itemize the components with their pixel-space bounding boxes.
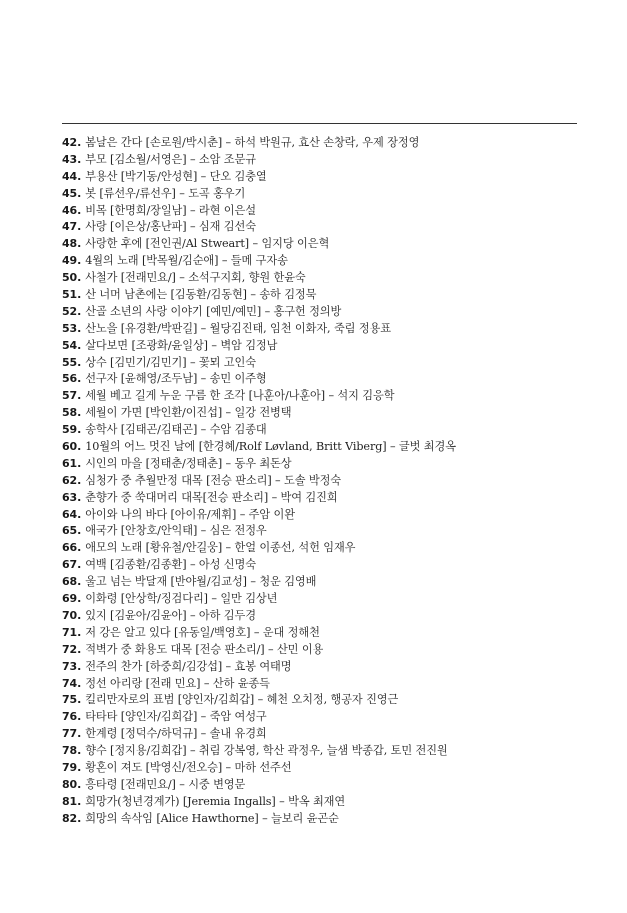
list-item [62,371,582,388]
item-number: 66. [62,541,82,555]
list-item [62,439,582,456]
item-text: 적벽가 중 화용도 대목 [전승 판소리/] – 산민 이용 [85,642,324,656]
item-number: 73. [62,659,82,673]
item-number: 53. [62,321,82,335]
item-text: 봄날은 간다 [손로원/박시춘] – 하석 박원규, 효산 손창락, 우제 장정영 [85,136,420,149]
list-item [62,743,582,760]
list-item [62,456,582,473]
list-item [62,692,582,709]
item-text: 비목 [한명희/장일남] – 라현 이은설 [85,203,256,217]
item-text: 선구자 [윤해영/조두남] – 송민 이주형 [85,372,267,386]
item-text: 울고 넘는 박달재 [반야월/김교성] – 청운 김영배 [85,575,317,589]
item-text: 희망가(청년경계가) [Jeremia Ingalls] – 박옥 최재연 [85,794,346,808]
item-text: 정선 아리랑 [전래 민요] – 산하 윤종득 [85,676,270,690]
list-item [62,760,582,777]
item-number: 68. [62,575,82,589]
item-text: 시인의 마을 [정태춘/정태춘] – 동우 최돈상 [85,456,292,470]
item-text: 살다보면 [조광화/윤일상] – 벽암 김정남 [85,338,278,352]
item-text: 사철가 [전래민요/] – 소석구지회, 향원 한윤숙 [85,271,306,285]
item-text: 사랑 [이은상/홍난파] – 심재 김선숙 [85,220,256,234]
list-item [62,473,582,490]
list-item [62,219,582,236]
list-item [62,355,582,372]
list-item [62,304,582,321]
item-text: 상수 [김민기/김민기] – 꽃뫼 고인숙 [85,355,256,369]
list-item [62,135,582,152]
item-text: 사랑한 후에 [전인권/Al Stweart] – 임지당 이은혁 [85,237,330,251]
item-text: 봇 [류선우/류선우] – 도곡 홍우기 [85,186,246,200]
item-number: 79. [62,760,82,774]
list-item [62,169,582,186]
item-text: 황혼이 져도 [박영신/전오승] – 마하 선주선 [85,760,292,774]
item-text: 타타타 [양인자/김희갑] – 죽암 여성구 [85,710,267,724]
song-list [62,135,582,828]
list-item [62,777,582,794]
item-number: 65. [62,524,82,538]
item-number: 51. [62,288,82,302]
item-number: 80. [62,777,82,791]
item-number: 49. [62,254,82,268]
top-divider [62,123,577,124]
list-item [62,287,582,304]
item-number: 75. [62,693,82,707]
list-item [62,709,582,726]
list-item [62,794,582,811]
item-text: 부용산 [박기동/안성현] – 단오 김충열 [85,169,267,183]
item-number: 61. [62,456,82,470]
item-number: 74. [62,676,82,690]
item-text: 향수 [정지용/김희갑] – 취림 강복영, 학산 곽정우, 늘샘 박종갑, 토민 전진원 [85,744,448,758]
item-text: 있지 [김윤아/김윤아] – 아하 김두경 [85,608,256,622]
list-item [62,523,582,540]
item-text: 춘향가 중 쑥대머리 대목[전승 판소리] – 박여 김진희 [85,490,338,504]
item-text: 킬리만자로의 표범 [양인자/김희갑] – 혜천 오치정, 행공자 진영근 [85,693,399,707]
list-item [62,659,582,676]
item-number: 69. [62,592,82,606]
item-text: 흥타령 [전래민요/] – 시중 변영문 [85,777,246,791]
item-number: 63. [62,490,82,504]
item-text: 애국가 [안창호/안익태] – 심은 전정우 [85,524,267,538]
item-number: 45. [62,186,82,200]
item-number: 42. [62,136,82,149]
item-text: 희망의 속삭임 [Alice Hawthorne] – 늘보리 윤곤순 [85,811,339,825]
item-number: 59. [62,423,82,437]
list-item [62,186,582,203]
list-item [62,608,582,625]
list-item [62,236,582,253]
list-item [62,152,582,169]
list-item [62,270,582,287]
list-item [62,625,582,642]
item-text: 이화령 [안상학/징검다리] – 일만 김상년 [85,592,278,606]
item-number: 67. [62,558,82,572]
list-item [62,490,582,507]
item-number: 72. [62,642,82,656]
item-number: 48. [62,237,82,251]
item-number: 78. [62,744,82,758]
item-number: 64. [62,507,82,521]
list-item [62,642,582,659]
item-number: 62. [62,473,82,487]
item-number: 81. [62,794,82,808]
item-text: 심청가 중 추월만정 대목 [전승 판소리] – 도솔 박정숙 [85,473,342,487]
item-text: 아이와 나의 바다 [아이유/제휘] – 주암 이완 [85,507,295,521]
item-text: 산노을 [유경환/박판길] – 월당김진태, 임천 이화자, 죽림 정용표 [85,321,391,335]
item-text: 10월의 어느 멋진 날에 [한경혜/Rolf Løvland, Britt Viberg] – 글벗 최경옥 [85,440,456,454]
item-number: 44. [62,169,82,183]
list-item [62,557,582,574]
list-item [62,321,582,338]
item-number: 82. [62,811,82,825]
item-number: 52. [62,304,82,318]
item-number: 47. [62,220,82,234]
list-item [62,507,582,524]
item-number: 46. [62,203,82,217]
item-number: 50. [62,271,82,285]
item-text: 부모 [김소월/서영은] – 소암 조문규 [85,152,256,166]
item-text: 애모의 노래 [황유철/안길웅] – 한얼 이종선, 석헌 임재우 [85,541,356,555]
list-item [62,726,582,743]
item-number: 71. [62,625,82,639]
item-text: 세월이 가면 [박인환/이진섭] – 일강 전병택 [85,406,292,420]
list-item [62,422,582,439]
item-text: 송학사 [김태곤/김태곤] – 수암 김종대 [85,423,267,437]
list-item [62,405,582,422]
item-text: 전주의 찬가 [하중희/김강섭] – 효봉 여태명 [85,659,292,673]
item-text: 산골 소년의 사랑 이야기 [예민/예민] – 홍구헌 정의방 [85,304,342,318]
item-number: 70. [62,608,82,622]
list-item [62,253,582,270]
list-item [62,338,582,355]
item-text: 한계령 [정덕수/하덕규] – 솔내 유경희 [85,727,267,741]
item-number: 76. [62,710,82,724]
list-item [62,676,582,693]
item-number: 55. [62,355,82,369]
list-item [62,591,582,608]
item-number: 54. [62,338,82,352]
item-number: 58. [62,406,82,420]
list-item [62,203,582,220]
list-item [62,574,582,591]
item-number: 60. [62,440,82,454]
list-item [62,811,582,828]
item-number: 57. [62,389,82,403]
item-text: 4월의 노래 [박목월/김순애] – 들메 구자송 [85,254,288,268]
item-text: 저 강은 알고 있다 [유동일/백영호] – 운대 정해천 [85,625,320,639]
item-text: 산 너머 남촌에는 [김동환/김동현] – 송하 김정묵 [85,288,317,302]
item-number: 77. [62,727,82,741]
item-text: 세월 베고 길게 누운 구름 한 조각 [나훈아/나훈아] – 석지 김응학 [85,389,395,403]
list-item [62,388,582,405]
item-number: 43. [62,152,82,166]
list-item [62,540,582,557]
item-text: 여백 [김종환/김종환] – 아성 신명숙 [85,558,256,572]
item-number: 56. [62,372,82,386]
